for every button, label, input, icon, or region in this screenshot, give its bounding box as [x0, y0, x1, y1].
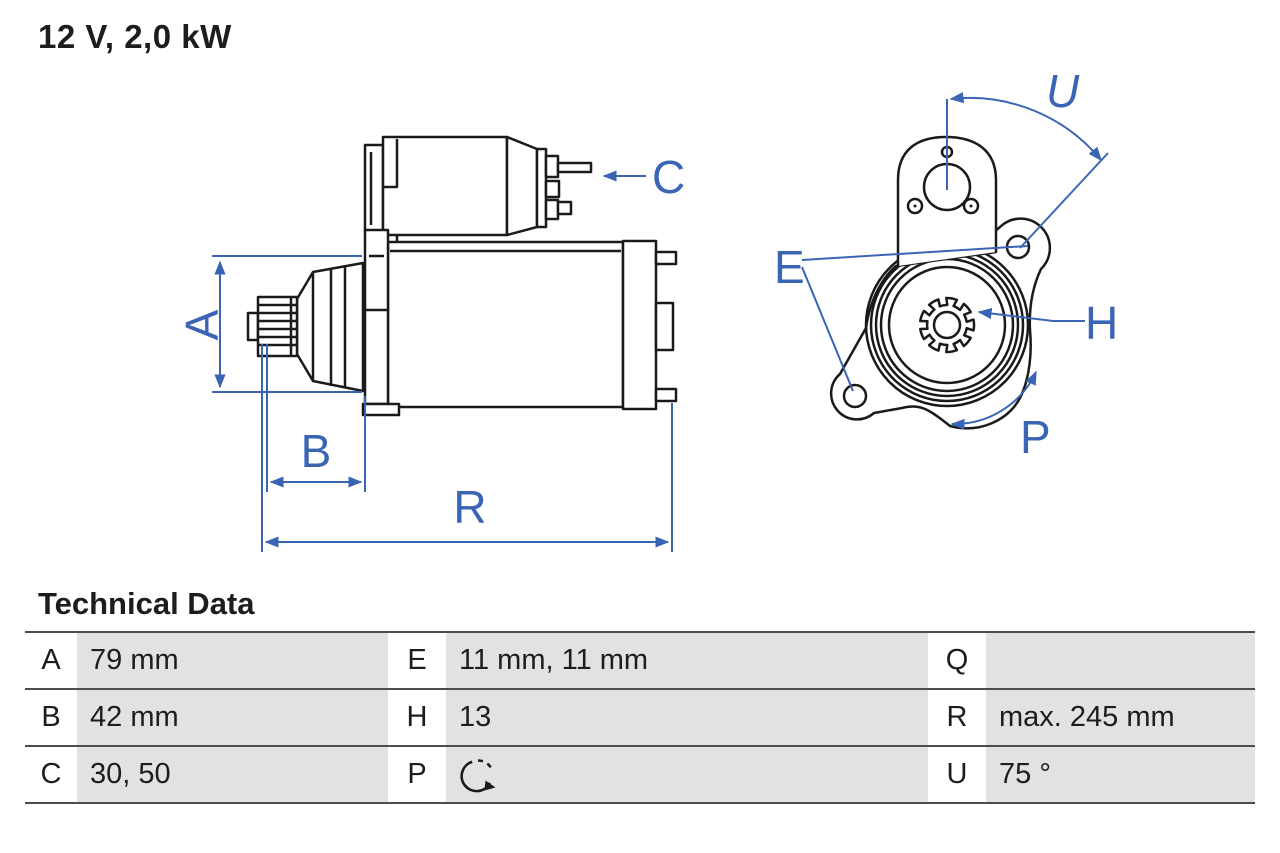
dim-U-leg — [1020, 153, 1108, 248]
row-value: max. 245 mm — [986, 690, 1255, 745]
dim-label-H: H — [1085, 297, 1119, 349]
row-key: C — [25, 747, 77, 802]
dim-label-E: E — [774, 241, 805, 293]
row-key: R — [928, 690, 986, 745]
dim-E-line-bottom — [802, 267, 853, 391]
bolt-hole-bottom-left — [844, 385, 866, 407]
front-view — [831, 137, 1050, 428]
row-value: 75 ° — [986, 747, 1255, 802]
side-view — [248, 137, 676, 415]
technical-data-table — [25, 631, 1255, 804]
dim-label-U: U — [1046, 65, 1080, 117]
solenoid-end-cap — [365, 145, 383, 231]
solenoid-terminals — [546, 156, 591, 219]
pinion-shaft — [248, 313, 258, 340]
row-key: B — [25, 690, 77, 745]
row-key: E — [388, 633, 446, 688]
dim-label-A: A — [176, 309, 228, 341]
table-heading: Technical Data — [38, 586, 255, 621]
dim-label-C: C — [652, 151, 686, 203]
motor-body — [388, 242, 623, 407]
dim-label-P: P — [1020, 411, 1051, 463]
row-value: 11 mm, 11 mm — [446, 633, 928, 688]
row-value — [986, 633, 1255, 688]
row-value: 13 — [446, 690, 928, 745]
row-key: Q — [928, 633, 986, 688]
pinion-hub-hole — [934, 312, 960, 338]
table-row — [25, 633, 1255, 690]
table-row — [25, 690, 1255, 747]
dim-label-R: R — [453, 481, 487, 533]
motor-end-cap — [623, 241, 656, 409]
solenoid-body — [383, 137, 507, 235]
row-value: 42 mm — [77, 690, 388, 745]
row-key: P — [388, 747, 446, 802]
row-key: U — [928, 747, 986, 802]
row-value: 30, 50 — [77, 747, 388, 802]
row-value: 79 mm — [77, 633, 388, 688]
pinion-gear-side — [258, 297, 297, 356]
clockwise-rotation-icon — [459, 756, 499, 796]
dim-label-B: B — [300, 425, 332, 477]
row-key: H — [388, 690, 446, 745]
page-title: 12 V, 2,0 kW — [38, 18, 232, 55]
table-row — [25, 747, 1255, 804]
row-key: A — [25, 633, 77, 688]
row-value — [446, 747, 928, 802]
